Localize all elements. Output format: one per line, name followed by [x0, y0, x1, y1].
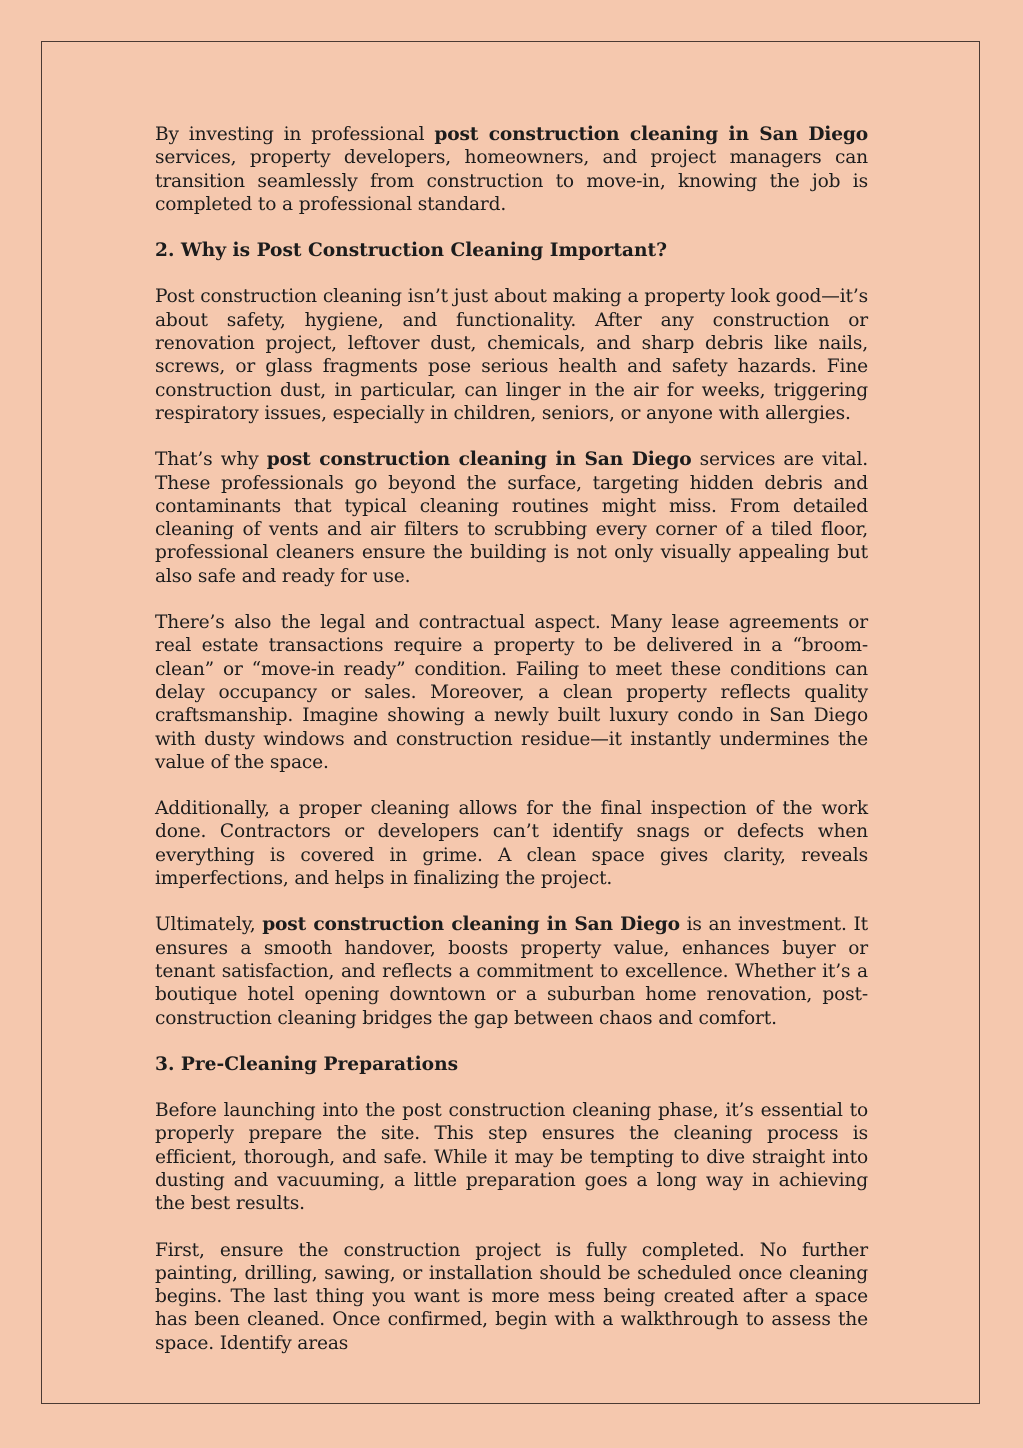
section-heading-importance: 2. Why is Post Construction Cleaning Important? [155, 240, 667, 262]
paragraph-intro: By investing in professional post construction cleaning in San Diego services, property developers, homeowners, and project managers can transition seamlessly from construction to move-in, knowing the job is completed to a professional standard. [155, 124, 868, 215]
paragraph-services: That’s why post construction cleaning in San Diego services are vital. These professionals go beyond the surface, targeting hidden debris and contaminants that typical cleaning routines might miss. From detailed cleaning of vents and air filters to scrubbing every corner of a tiled floor, professional cleaners ensure the building is not only visually appealing but also safe and ready for use. [155, 449, 869, 587]
paragraph-preparation: Before launching into the post construction cleaning phase, it’s essential to properly prepare the site. This step ensures the cleaning process is efficient, thorough, and safe. While it may be tempting to dive straight into dusting and vacuuming, a little preparation goes a long way in achieving the best results. [155, 1100, 868, 1215]
keyword-bold: post construction cleaning in San Diego [434, 124, 868, 145]
paragraph-safety: Post construction cleaning isn’t just about making a property look good—it’s about safety, hygiene, and functionality. After any construction or renovation project, leftover dust, chemicals, and sharp debris like nails, screws, or glass fragments pose serious health and safety hazards. Fine construction dust, in particular, can linger in the air for weeks, triggering respiratory issues, especially in children, seniors, or anyone with allergies. [155, 286, 868, 424]
paragraph-first-steps: First, ensure the construction project is fully completed. No further painting, drilling, sawing, or installation should be scheduled once cleaning begins. The last thing you want is more mess being created after a space has been cleaned. Once confirmed, begin with a walkthrough to assess the space. Identify areas [155, 1239, 868, 1354]
keyword-bold: post construction cleaning in San Diego [262, 914, 680, 936]
paragraph-investment: Ultimately, post construction cleaning in San Diego is an investment. It ensures a smooth handover, boosts property value, enhances buyer or tenant satisfaction, and reflects a commitment to excellence. Whether it’s a boutique hotel opening downtown or a suburban home renovation, post-construction cleaning bridges the gap between chaos and comfort. [155, 914, 868, 1029]
paragraph-inspection: Additionally, a proper cleaning allows for the final inspection of the work done. Contractors or developers can’t identify snags or defects when everything is covered in grime. A clean space gives clarity, reveals imperfections, and helps in finalizing the project. [155, 798, 868, 890]
section-heading-preparations: 3. Pre-Cleaning Preparations [155, 1053, 459, 1075]
paragraph-legal: There’s also the legal and contractual aspect. Many lease agreements or real estate transactions require a property to be delivered in a “broom-clean” or “move-in ready” condition. Failing to meet these conditions can delay occupancy or sales. Moreover, a clean property reflects quality craftsmanship. Imagine showing a newly built luxury condo in San Diego with dusty windows and construction residue—it instantly undermines the value of the space. [155, 612, 868, 773]
document-body [155, 123, 868, 1378]
keyword-bold: post construction cleaning in San Diego [266, 449, 692, 471]
